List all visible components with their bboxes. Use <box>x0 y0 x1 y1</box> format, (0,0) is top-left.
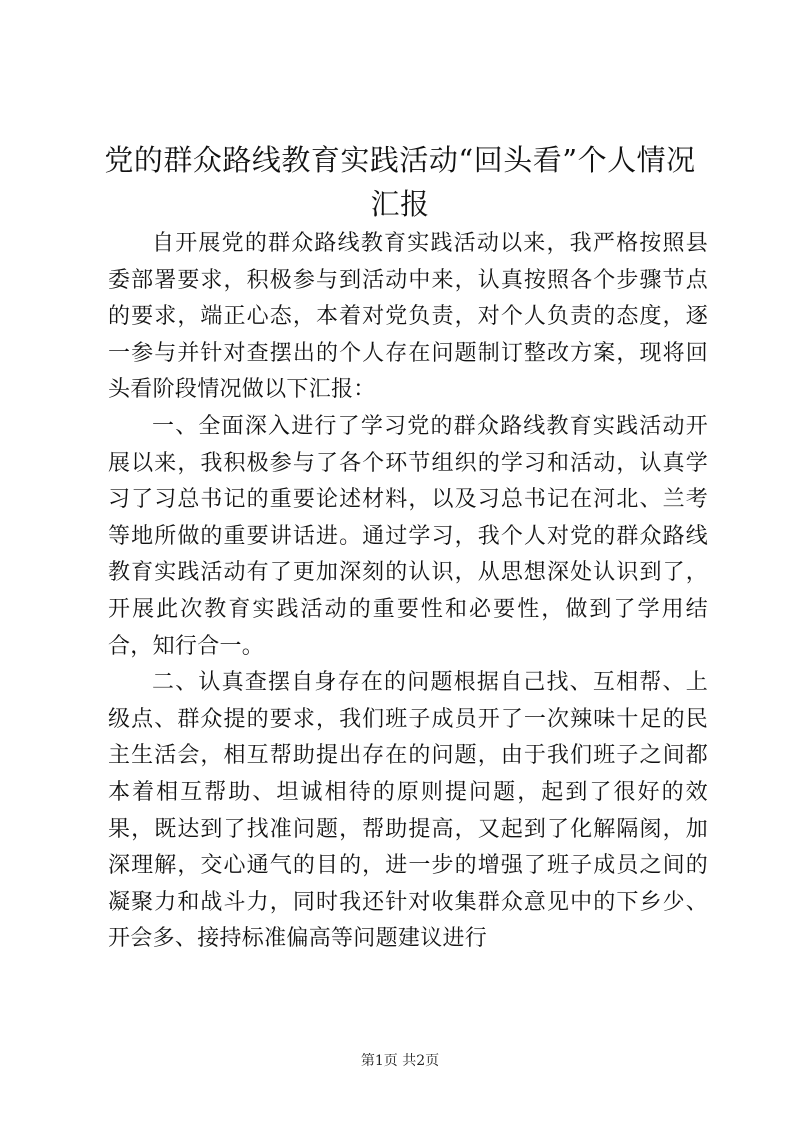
paragraph-section-2: 二、认真查摆自身存在的问题根据自己找、互相帮、上级点、群众提的要求，我们班子成员开了一次辣味十足的民主生活会，相互帮助提出存在的问题，由于我们班子之间都本着相互帮助、坦诚相待的原则提问题，起到了很好的效果，既达到了找准问题，帮助提高，又起到了化解隔阂，加深理解，交心通气的目的，进一步的增强了班子成员之间的凝聚力和战斗力，同时我还针对收集群众意见中的下乡少、开会多、接持标准偏高等问题建议进行 <box>108 670 708 952</box>
document-body <box>108 226 708 958</box>
paragraph-intro: 自开展党的群众路线教育实践活动以来，我严格按照县委部署要求，积极参与到活动中来，认真按照各个步骤节点的要求，端正心态，本着对党负责，对个人负责的态度，逐一参与并针对查摆出的个人存在问题制订整改方案，现将回头看阶段情况做以下汇报： <box>108 231 708 403</box>
page-number-footer: 第1页 共2页 <box>360 1053 440 1069</box>
paragraph-section-1: 一、全面深入进行了学习党的群众路线教育实践活动开展以来，我积极参与了各个环节组织的学习和活动，认真学习了习总书记的重要论述材料，以及习总书记在河北、兰考等地所做的重要讲话进。通过学习，我个人对党的群众路线教育实践活动有了更加深刻的认识，从思想深处认识到了，开展此次教育实践活动的重要性和必要性，做到了学用结合，知行合一。 <box>108 413 708 659</box>
document-title: 党的群众路线教育实践活动“回头看”个人情况汇报 <box>104 143 696 221</box>
